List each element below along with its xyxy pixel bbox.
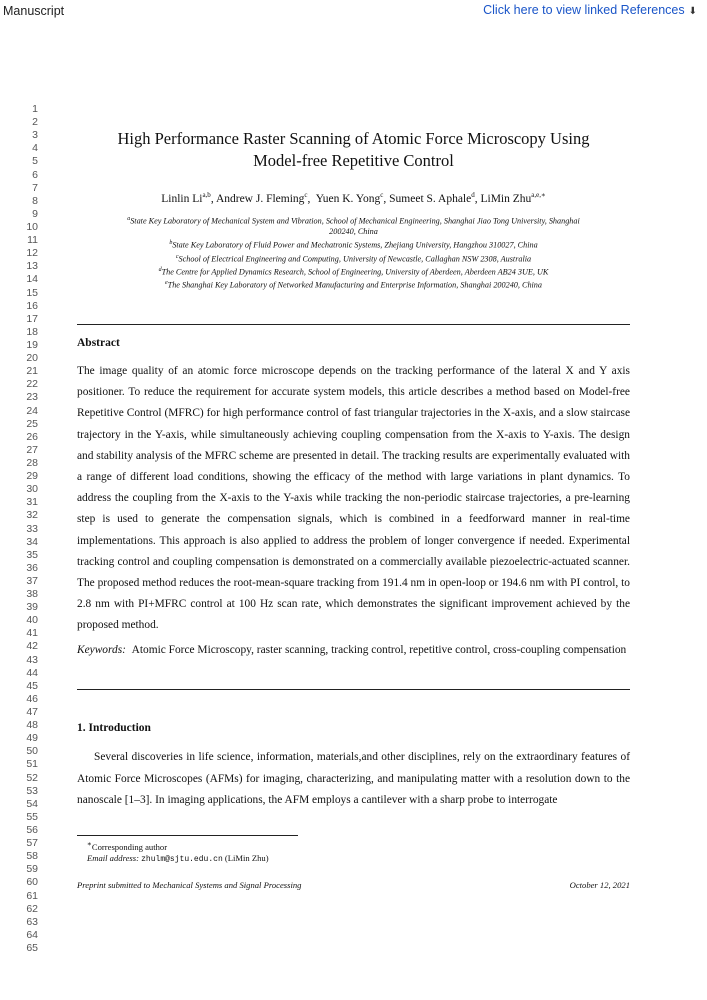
line-number: 54 [26, 797, 38, 810]
footnote-mark: ∗ [87, 840, 92, 848]
line-number: 4 [32, 142, 38, 155]
affiliation-e: $^e$The Shanghai Key Laboratory of Networked Manufacturing and Enterprise Information, Shanghai 200240, China [164, 280, 542, 291]
line-number: 37 [26, 574, 38, 587]
author-name: Yuen K. Yong [315, 192, 381, 205]
line-number: 44 [26, 666, 38, 679]
footnote [77, 839, 269, 866]
line-number: 28 [26, 456, 38, 469]
view-linked-references-link[interactable] [483, 3, 697, 17]
line-number: 29 [26, 470, 38, 483]
line-number: 42 [26, 640, 38, 653]
footnote-rule [77, 835, 298, 836]
line-number: 21 [26, 365, 38, 378]
line-number: 64 [26, 928, 38, 941]
line-number: 7 [32, 181, 38, 194]
line-number: 48 [26, 719, 38, 732]
email-address[interactable]: zhulm@sjtu.edu.cn [141, 855, 223, 865]
line-number: 46 [26, 692, 38, 705]
email-name: (LiMin Zhu) [224, 853, 269, 864]
line-number: 20 [26, 352, 38, 365]
affiliations [77, 214, 630, 292]
author-affiliation-mark: a,e,∗ [531, 191, 546, 199]
author-separator: , [383, 192, 390, 205]
keywords [77, 640, 630, 661]
author-list [77, 188, 630, 206]
line-number: 9 [32, 207, 38, 220]
line-number: 43 [26, 653, 38, 666]
line-number: 12 [26, 247, 38, 260]
line-number: 65 [26, 942, 38, 954]
line-number: 3 [32, 129, 38, 142]
abstract-text: The image quality of an atomic force microscope depends on the tracking performance of the lateral X and Y axis positioner. To reduce the requirement for accurate system models, this article describes a method based on Model-free Repetitive Control (MFRC) for high performance control of fast triangular trajectories in the X-axis, and a slow staircase trajectory in the Y-axis, while simultaneously achieving coupling compensation from the X-axis to Y-axis. The design and stability analysis of the MFRC scheme are presented in detail. The tracking results are experimentally evaluated with a range of different load conditions, showing the efficacy of the method with large variations in plant dynamics. To address the coupling from the X-axis to the Y-axis while tracking the non-periodic staircase trajectories, a pre-learning step is used to generate the compensation signals, which is combined in a feedforward manner in real-time implementations. This approach is also applied to address the problem of longer convergence if needed. Experimental tracking control and coupling compensation is demonstrated on a commercially available piezoelectric-actuated scanner. The proposed method reduces the root-mean-square tracking from 191.4 nm in open-loop or 194.6 nm with PI control, to 2.8 nm with PI+MFRC control at 100 Hz scan rate, which demonstrates the significant improvement achieved by the proposed method. [77, 365, 630, 632]
line-number: 32 [26, 509, 38, 522]
line-number: 23 [26, 391, 38, 404]
line-number: 47 [26, 706, 38, 719]
author-name: Sumeet S. Aphale [389, 192, 472, 205]
line-number: 61 [26, 889, 38, 902]
line-number: 8 [32, 194, 38, 207]
author-name: Linlin Li [161, 192, 203, 205]
line-number: 45 [26, 679, 38, 692]
line-number: 2 [32, 116, 38, 129]
top-bar [0, 0, 707, 22]
line-number: 49 [26, 732, 38, 745]
line-number: 63 [26, 915, 38, 928]
affiliation-d: $^d$The Centre for Applied Dynamics Research, School of Engineering, University of Aberdeen, Aberdeen AB24 3UE, UK [158, 267, 549, 277]
line-number: 58 [26, 850, 38, 863]
line-number: 17 [26, 312, 38, 325]
author-separator: , [307, 192, 316, 205]
line-number: 19 [26, 338, 38, 351]
line-numbers [0, 103, 38, 955]
line-number: 53 [26, 784, 38, 797]
title-line-1: High Performance Raster Scanning of Atomic Force Microscopy Using [117, 129, 590, 148]
abstract-heading: Abstract [77, 337, 120, 349]
line-number: 18 [26, 325, 38, 338]
line-number: 41 [26, 627, 38, 640]
footer-date: October 12, 2021 [569, 880, 630, 890]
introduction-text: Several discoveries in life science, information, materials,and other disciplines, rely on the extraordinary features of Atomic Force Microscopes (AFMs) for imaging, characterizing, and manipulating matter with a resolution down to the nanoscale [1–3]. In imaging applications, the AFM employs a cantilever with a sharp probe to interrogate [77, 751, 630, 806]
abstract-bottom-rule [77, 689, 630, 690]
line-number: 35 [26, 548, 38, 561]
affiliation-c: $^c$School of Electrical Engineering and Computing, University of Newcastle, Callaghan NSW 2308, Australia [175, 253, 532, 264]
line-number: 56 [26, 824, 38, 837]
author-separator: , [474, 192, 481, 205]
manuscript-label: Manuscript [3, 4, 65, 18]
author-affiliation-mark: c [304, 191, 308, 199]
author-name: Andrew J. Fleming [215, 192, 305, 205]
affiliation-b: $^b$State Key Laboratory of Fluid Power and Mechatronic Systems, Zhejiang University, Hangzhou 310027, China [169, 240, 538, 250]
author-separator: , [210, 192, 216, 205]
keywords-text: Atomic Force Microscopy, raster scanning, tracking control, repetitive control, cross-coupling compensation [131, 644, 627, 656]
line-number: 5 [32, 155, 38, 168]
line-number: 40 [26, 614, 38, 627]
line-number: 60 [26, 876, 38, 889]
line-number: 1 [32, 103, 38, 115]
title-line-2: Model-free Repetitive Control [253, 151, 454, 170]
author-affiliation-mark: d [471, 191, 475, 199]
line-number: 24 [26, 404, 38, 417]
line-number: 57 [26, 837, 38, 850]
line-number: 52 [26, 771, 38, 784]
corresponding-author: Corresponding author [91, 841, 168, 852]
line-number: 15 [26, 286, 38, 299]
line-number: 62 [26, 902, 38, 915]
line-number: 6 [32, 168, 38, 181]
line-number: 22 [26, 378, 38, 391]
download-icon: ⬇ [688, 6, 697, 17]
line-number: 30 [26, 483, 38, 496]
line-number: 11 [27, 234, 38, 247]
line-number: 59 [26, 863, 38, 876]
line-number: 36 [26, 561, 38, 574]
email-label: Email address: [87, 853, 139, 864]
paper-title [77, 128, 630, 172]
line-number: 38 [26, 588, 38, 601]
references-link-label: Click here to view linked References [483, 3, 685, 17]
line-number: 31 [26, 496, 38, 509]
line-number: 50 [26, 745, 38, 758]
line-number: 55 [26, 810, 38, 823]
keywords-label: Keywords: [77, 644, 126, 656]
line-number: 39 [26, 601, 38, 614]
line-number: 34 [26, 535, 38, 548]
introduction-heading: 1. Introduction [77, 722, 151, 734]
abstract-top-rule [77, 324, 630, 325]
line-number: 16 [26, 299, 38, 312]
line-number: 10 [26, 220, 38, 233]
line-number: 13 [26, 260, 38, 273]
line-number: 33 [26, 522, 38, 535]
affiliation-a-cont: 200240, China [329, 227, 378, 237]
author-affiliation-mark: c [380, 191, 384, 199]
line-number: 27 [26, 443, 38, 456]
line-number: 26 [26, 430, 38, 443]
author-name: LiMin Zhu [480, 192, 532, 205]
footer-journal: Preprint submitted to Mechanical Systems and Signal Processing [77, 880, 302, 890]
line-number: 25 [26, 417, 38, 430]
author-affiliation-mark: a,b [202, 191, 211, 199]
affiliation-a: $^a$State Key Laboratory of Mechanical System and Vibration, School of Mechanical Engineering, Shanghai Jiao Tong University, Shanghai [127, 216, 580, 226]
line-number: 14 [26, 273, 38, 286]
line-number: 51 [26, 758, 38, 771]
